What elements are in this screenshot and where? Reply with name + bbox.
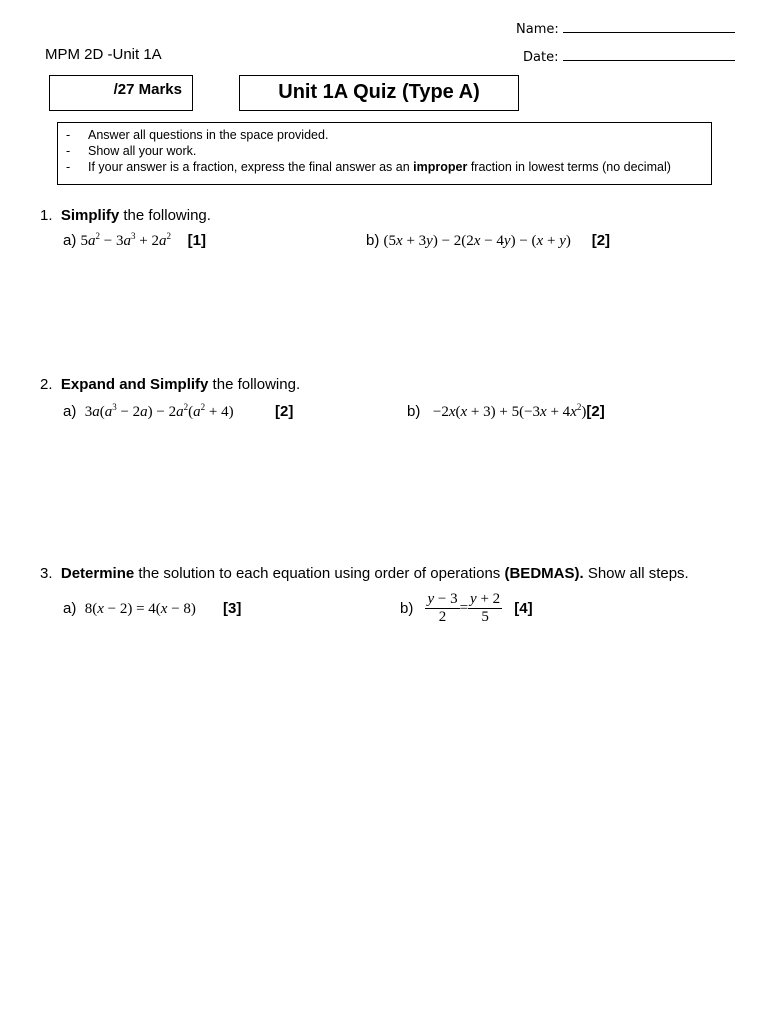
bullet-dash: -: [66, 144, 71, 158]
name-label: Name:: [516, 22, 559, 37]
question-3a: [63, 600, 196, 618]
expression: $3a(a^3 - 2a) - 2a^2(a^2 + 4)$: [84, 402, 234, 420]
question-1a: [63, 232, 206, 250]
title-box: [239, 75, 519, 111]
part-label: b): [366, 232, 380, 249]
expression: $\frac{y - 3}{2}$ = $\frac{y + 2}{5}$: [427, 591, 501, 625]
question-2b: [407, 403, 605, 421]
part-label: a): [63, 600, 77, 617]
part-label: a): [63, 403, 77, 420]
bullet-dash: -: [66, 160, 71, 174]
instruction-text: Answer all questions in the space provided.: [88, 128, 329, 142]
part-label: b): [407, 403, 421, 420]
mark-value: [1]: [187, 232, 206, 249]
expression: (5x + 3y) − 2(2x − 4y) − (x + y): [383, 233, 571, 249]
date-label: Date:: [523, 50, 559, 65]
mark-value: [2]: [591, 232, 611, 249]
date-line: [563, 60, 735, 61]
expression: $-2x(x + 3) + 5(-3x + 4x^2)$: [432, 402, 587, 420]
mark-value: [2]: [275, 403, 294, 420]
marks-label: /27 Marks: [113, 81, 182, 98]
mark-value: [3]: [223, 600, 242, 617]
instruction-text: Show all your work.: [88, 144, 197, 158]
part-label: a): [63, 232, 77, 249]
course-code: MPM 2D -Unit 1A: [45, 46, 162, 63]
instruction-item: [58, 143, 711, 159]
name-field: [516, 22, 735, 37]
question-2a: [63, 403, 234, 421]
question-1b: [366, 232, 610, 250]
instructions-box: [57, 122, 712, 185]
name-line: [563, 32, 735, 33]
expression: $5a^2 - 3a^3 + 2a^2$: [80, 231, 171, 249]
instruction-text: If your answer is a fraction, express the final answer as an improper fraction in lowest terms (no decimal): [88, 160, 671, 174]
instruction-item: [58, 159, 711, 175]
marks-box: [49, 75, 193, 111]
part-label: b): [400, 600, 414, 617]
question-2-heading: 2. Expand and Simplify the following.: [40, 376, 301, 393]
instruction-item: [58, 127, 711, 143]
mark-value: [2]: [586, 403, 605, 420]
date-field: [523, 50, 735, 65]
mark-value: [4]: [514, 600, 533, 617]
question-3b: [400, 591, 533, 626]
page-title: Unit 1A Quiz (Type A): [278, 81, 480, 103]
bullet-dash: -: [66, 128, 71, 142]
question-1-heading: 1. Simplify the following.: [40, 207, 211, 224]
question-3-heading: 3. Determine the solution to each equation using order of operations (BEDMAS). Show all steps.: [40, 565, 689, 582]
expression: 8(x − 2) = 4(x − 8): [84, 601, 196, 617]
